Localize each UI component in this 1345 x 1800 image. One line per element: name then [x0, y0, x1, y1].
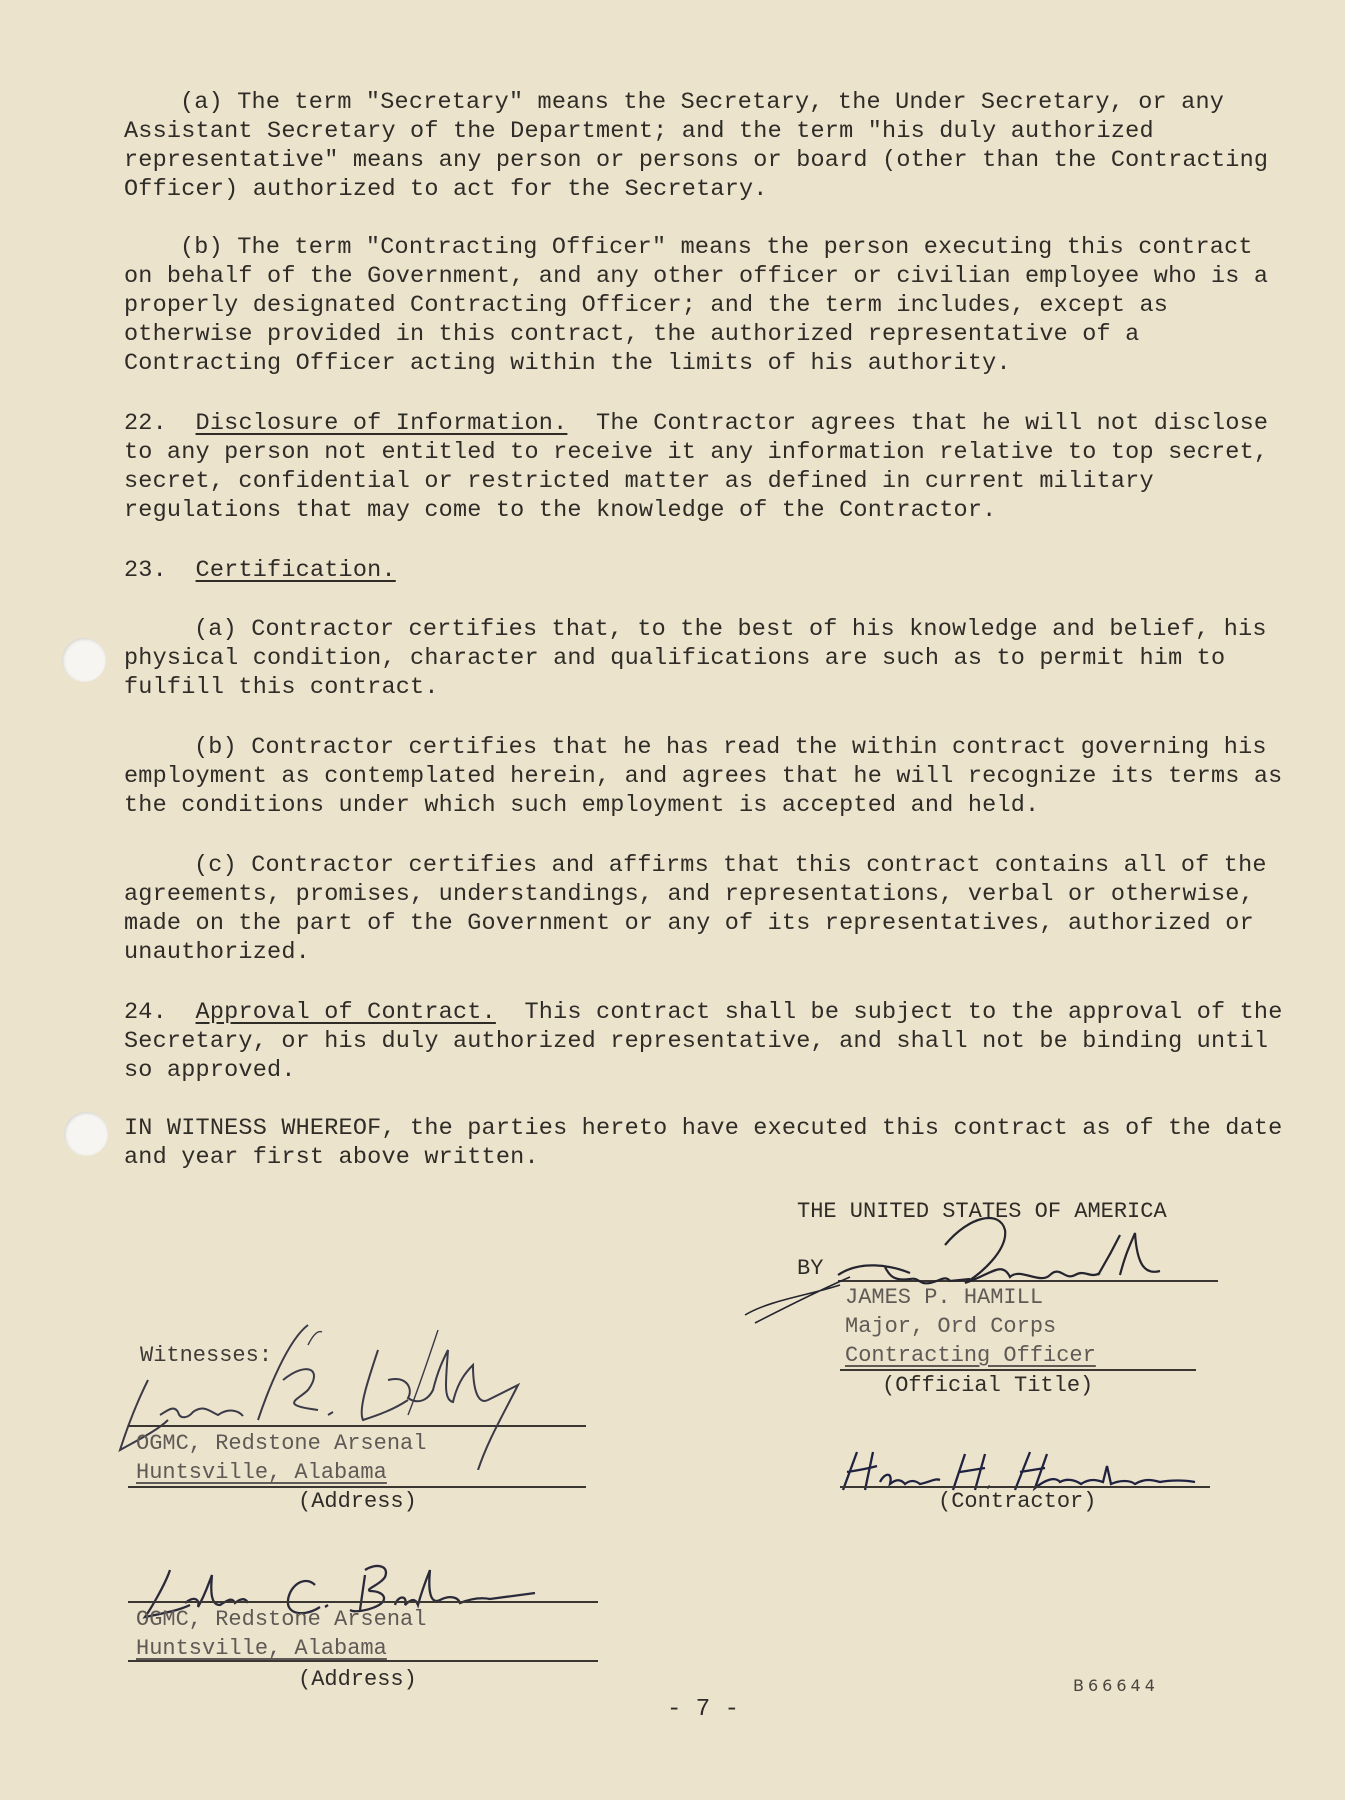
punch-hole — [62, 638, 106, 682]
title-line — [840, 1369, 1196, 1371]
witness-2-address-line — [128, 1660, 598, 1662]
clause-23c: (c) Contractor certifies and affirms that this contract contains all of the agreements, promises, understandings, and representations, verbal or otherwise, made on the part of the Government or any of its representatives, authorized or unauthorized. — [124, 852, 1281, 966]
clause-21b: (b) The term "Contracting Officer" means the person executing this contract on behalf of the Government, and any other officer or civilian employee who is a properly designated Contracting Officer; and the term includes, except as otherwise provided in this contract, the authorized representative of a Contracting Officer acting within the limits of his authority. — [124, 234, 1283, 377]
witness-1-address2: Huntsville, Alabama — [136, 1460, 387, 1485]
contractor-caption: (Contractor) — [938, 1489, 1097, 1514]
clause-text: The Contractor agrees that he will not disclose to any person not entitled to receive it any information relative to top secret, secret, confidential or restricted matter as defined in current military regulations that may come to the knowledge of the Contractor. — [124, 410, 1283, 524]
clause-number: 23. — [124, 557, 167, 584]
witness-1-caption: (Address) — [298, 1489, 417, 1514]
punch-hole — [64, 1112, 108, 1156]
clause-heading: Certification. — [195, 557, 396, 584]
witness-2-address1: OGMC, Redstone Arsenal — [136, 1607, 427, 1632]
clause-21a: (a) The term "Secretary" means the Secretary, the Under Secretary, or any Assistant Secretary of the Department; and the term "his duly authorized representative" means any person or persons or board (other than the Contracting Officer) authorized to act for the Secretary. — [124, 89, 1283, 203]
witness-2-caption: (Address) — [298, 1667, 417, 1692]
clause-23a: (a) Contractor certifies that, to the best of his knowledge and belief, his physical condition, character and qualifications are such as to permit him to fulfill this contract. — [124, 616, 1281, 701]
clause-number: 24. — [124, 999, 167, 1026]
witness-1-line — [128, 1425, 586, 1427]
signature-line — [838, 1280, 1218, 1282]
clause-heading: Disclosure of Information. — [195, 410, 568, 437]
officer-name: JAMES P. HAMILL — [845, 1285, 1044, 1310]
clause-number: 22. — [124, 410, 167, 437]
witness-2-address2: Huntsville, Alabama — [136, 1636, 387, 1661]
witness-clause: IN WITNESS WHEREOF, the parties hereto have executed this contract as of the date and year first above written. — [124, 1115, 1297, 1171]
witnesses-label: Witnesses: — [140, 1343, 273, 1368]
witness-2-line — [128, 1601, 598, 1603]
clause-23-heading — [124, 556, 1284, 585]
clause-heading: Approval of Contract. — [195, 999, 496, 1026]
clause-text: This contract shall be subject to the approval of the Secretary, or his duly authorized representative, and shall not be binding until so approved. — [124, 999, 1297, 1084]
officer-rank: Major, Ord Corps — [845, 1314, 1057, 1339]
clause-24 — [124, 998, 1297, 1085]
page-number: - 7 - — [667, 1696, 740, 1723]
witness-1-address1: OGMC, Redstone Arsenal — [136, 1431, 427, 1456]
official-title-caption: (Official Title) — [882, 1373, 1094, 1398]
by-label: BY — [797, 1256, 824, 1281]
government-party: THE UNITED STATES OF AMERICA — [797, 1199, 1167, 1224]
officer-title: Contracting Officer — [845, 1343, 1096, 1368]
clause-23b: (b) Contractor certifies that he has read the within contract governing his employment as contemplated herein, and agrees that he will recognize its terms as the conditions under which such employment is accepted and held. — [124, 734, 1297, 819]
document-code: B66644 — [1073, 1676, 1159, 1695]
clause-22 — [124, 409, 1284, 525]
